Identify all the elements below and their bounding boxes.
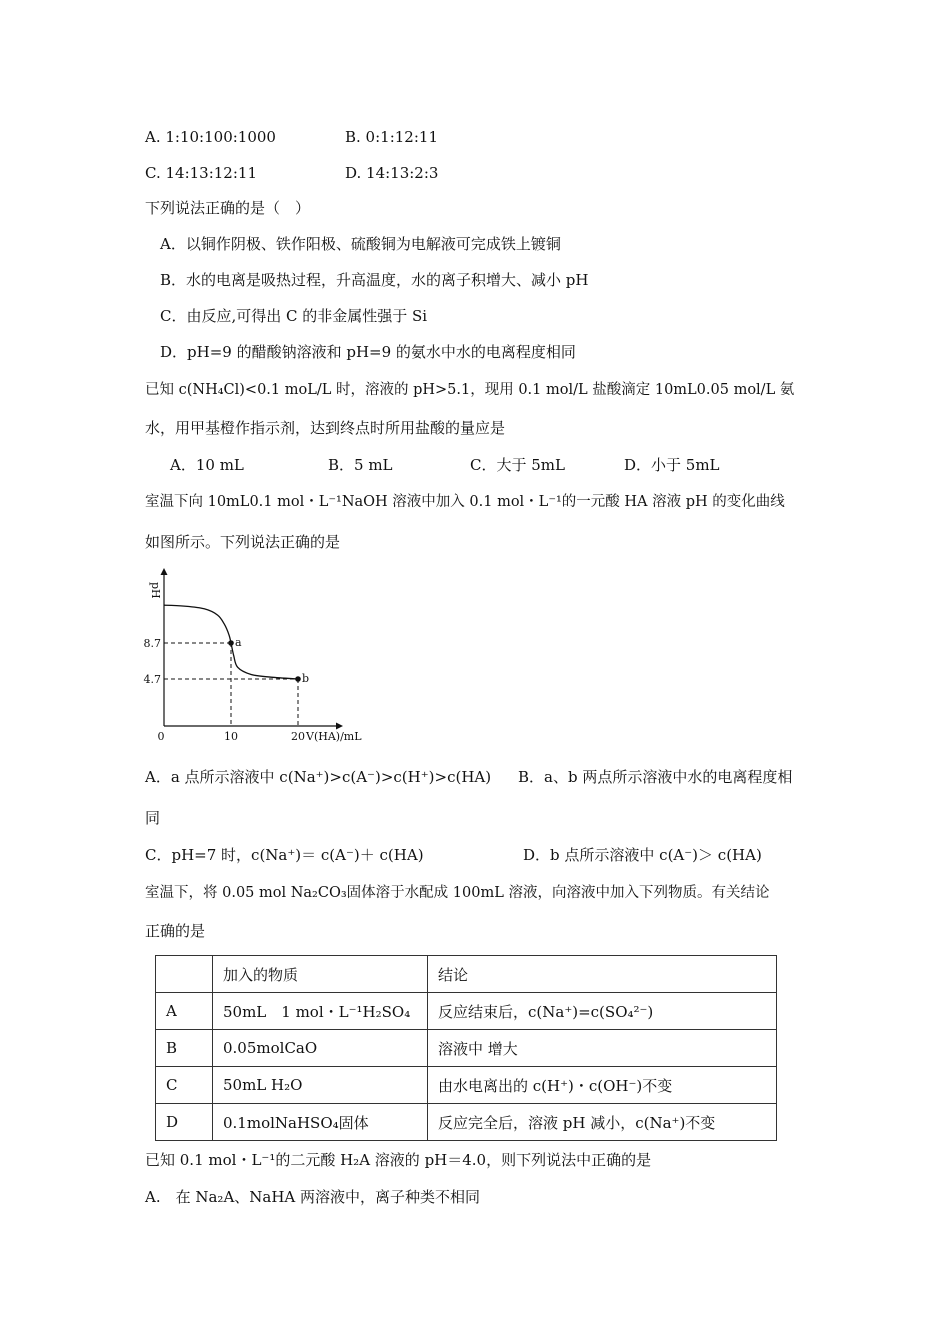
q1-option-c: C. 14:13:12:11 <box>145 164 257 182</box>
x-tick-label: 20 <box>291 730 305 743</box>
q3-option-a: A．10 mL <box>170 456 244 474</box>
table-cell: D <box>156 1104 213 1141</box>
table-row <box>156 993 777 1030</box>
q5-table <box>155 955 777 1141</box>
chart-axes <box>161 568 344 730</box>
table-cell: 溶液中 增大 <box>428 1030 777 1067</box>
table-cell: C <box>156 1067 213 1104</box>
table-row <box>156 1030 777 1067</box>
titration-chart <box>140 568 370 750</box>
table-row <box>156 1104 777 1141</box>
y-tick-label: 4.7 <box>143 673 161 686</box>
q4-option-a: A．a 点所示溶液中 c(Na⁺)>c(A⁻)>c(H⁺)>c(HA) <box>145 768 492 786</box>
y-tick-label: 8.7 <box>143 637 161 650</box>
q3-stem-line1: 已知 c(NH₄Cl)<0.1 moL/L 时，溶液的 pH>5.1，现用 0.1 mol/L 盐酸滴定 10mL0.05 mol/L 氨 <box>145 382 795 398</box>
q2-stem: 下列说法正确的是（ ） <box>145 199 311 217</box>
table-row <box>156 1067 777 1104</box>
table-header-cell <box>156 956 213 993</box>
x-tick-label: 0 <box>157 730 165 743</box>
q1-option-a: A. 1:10:100:1000 <box>145 128 276 146</box>
table-cell: 50mL H₂O <box>213 1067 428 1104</box>
titration-chart-svg <box>140 568 370 750</box>
q3-stem-line2: 水，用甲基橙作指示剂，达到终点时所用盐酸的量应是 <box>145 419 506 437</box>
table-cell: B <box>156 1030 213 1067</box>
q4-option-d: D．b 点所示溶液中 c(A⁻)＞ c(HA) <box>523 846 762 864</box>
table-cell: 0.1molNaHSO₄固体 <box>213 1104 428 1141</box>
q4-option-b-line2: 同 <box>145 809 161 827</box>
q5-stem-line2: 正确的是 <box>145 922 206 940</box>
q3-option-d: D．小于 5mL <box>624 456 720 474</box>
table-header-cell: 结论 <box>428 956 777 993</box>
q2-option-a: A．以铜作阴极、铁作阳极、硫酸铜为电解液可完成铁上镀铜 <box>160 235 561 253</box>
table-cell: 50mL 1 mol・L⁻¹H₂SO₄ <box>213 993 428 1030</box>
q6-option-a: A. 在 Na₂A、NaHA 两溶液中，离子种类不相同 <box>145 1188 481 1206</box>
y-axis-label: pH <box>149 582 162 599</box>
data-point-a <box>228 640 234 646</box>
chart-guides <box>164 643 298 726</box>
point-label-b: b <box>302 672 310 685</box>
table-cell: 由水电离出的 c(H⁺)・c(OH⁻)不变 <box>428 1067 777 1104</box>
table-cell: 反应结束后，c(Na⁺)=c(SO₄²⁻) <box>428 993 777 1030</box>
x-axis-arrow <box>336 723 343 730</box>
table-header-cell: 加入的物质 <box>213 956 428 993</box>
q3-option-b: B．5 mL <box>328 456 393 474</box>
table-cell: 反应完全后，溶液 pH 减小，c(Na⁺)不变 <box>428 1104 777 1141</box>
x-axis-label: V(HA)/mL <box>306 730 362 743</box>
y-axis-arrow <box>161 568 168 575</box>
q1-option-d: D. 14:13:2:3 <box>345 164 439 182</box>
data-point-b <box>295 676 301 682</box>
table-header-row <box>156 956 777 993</box>
point-label-a: a <box>235 636 242 649</box>
q2-option-c: C．由反应,可得出 C 的非金属性强于 Si <box>160 307 428 325</box>
q1-option-b: B. 0:1:12:11 <box>345 128 438 146</box>
q3-option-c: C．大于 5mL <box>470 456 565 474</box>
q2-option-b: B．水的电离是吸热过程，升高温度，水的离子积增大、减小 pH <box>160 271 589 289</box>
q4-option-b-line1: B．a、b 两点所示溶液中水的电离程度相 <box>518 768 793 786</box>
x-tick-label: 10 <box>224 730 238 743</box>
table-cell: A <box>156 993 213 1030</box>
q4-stem-line1: 室温下向 10mL0.1 mol・L⁻¹NaOH 溶液中加入 0.1 mol・L⁻¹的一元酸 HA 溶液 pH 的变化曲线 <box>145 494 785 510</box>
q4-option-c: C．pH=7 时，c(Na⁺)＝ c(A⁻)＋ c(HA) <box>145 846 424 864</box>
q2-option-d: D．pH=9 的醋酸钠溶液和 pH=9 的氨水中水的电离程度相同 <box>160 343 576 361</box>
q4-stem-line2: 如图所示。下列说法正确的是 <box>145 533 341 551</box>
q6-stem: 已知 0.1 mol・L⁻¹的二元酸 H₂A 溶液的 pH＝4.0，则下列说法中正确的是 <box>145 1151 652 1169</box>
q5-stem-line1: 室温下，将 0.05 mol Na₂CO₃固体溶于水配成 100mL 溶液，向溶液中加入下列物质。有关结论 <box>145 885 770 901</box>
table-cell: 0.05molCaO <box>213 1030 428 1067</box>
